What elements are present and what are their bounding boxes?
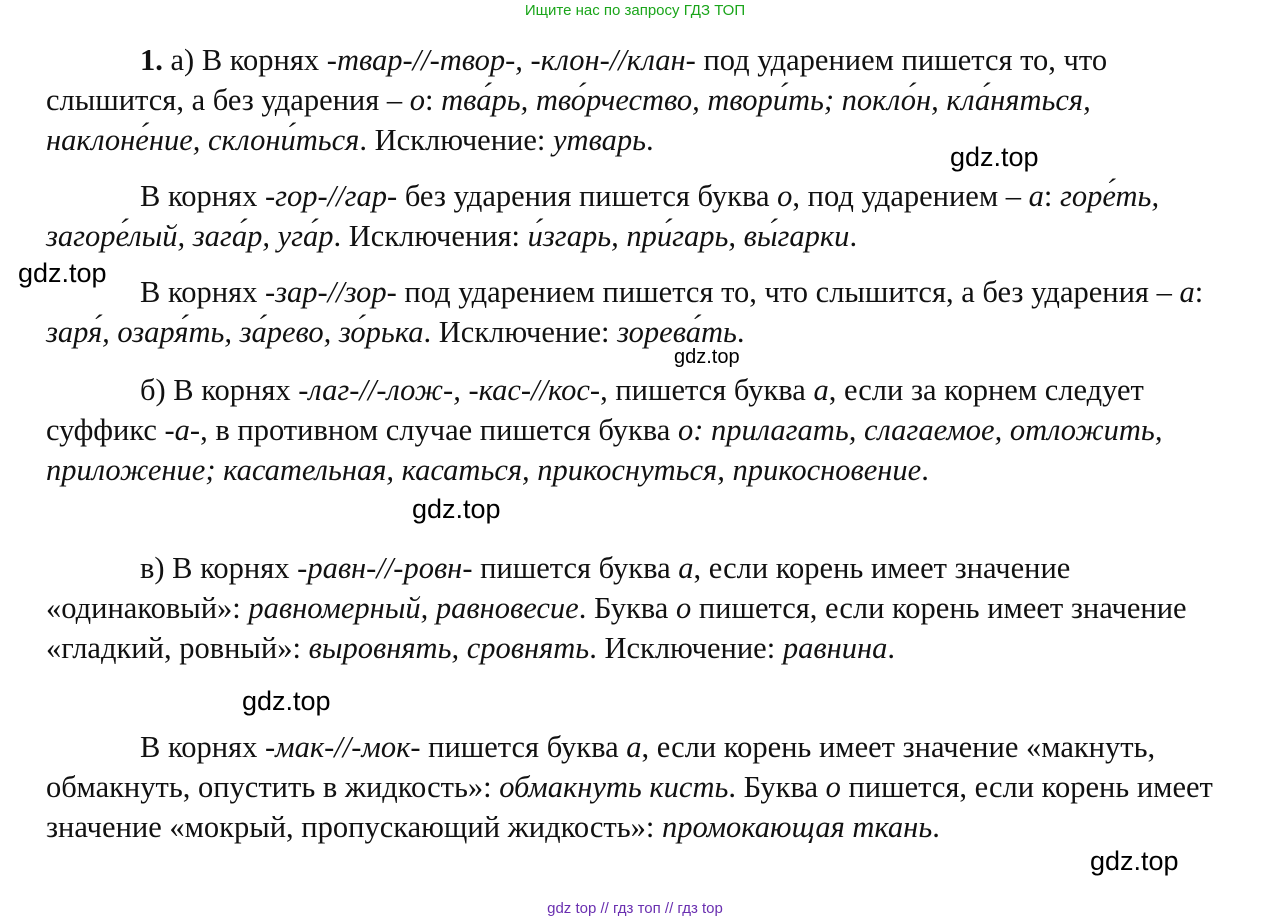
paragraph-gor-gar: В корнях -гор-//гар- без ударения пишется буква о, под ударением – а: горе́ть, загоре́лый, зага́р, уга́р. Исключения: и́згарь, при́гарь, вы́гарки. <box>46 179 1160 253</box>
footer-links[interactable]: gdz top // гдз топ // гдз top <box>547 900 723 917</box>
paragraph-1b: б) В корнях -лаг-//-лож-, -кас-//кос-, пишется буква а, если за корнем следует суффикс -а-, в противном случае пишется буква о: прилагать, слагаемое, отложить, приложение; касательная, касаться, прикоснуться, прикосновение. <box>46 373 1163 487</box>
paragraph-1a: 1. а) В корнях -твар-//-твор-, -клон-//клан- под ударением пишется то, что слышится, а без ударения – о: тва́рь, тво́рчество, твори́ть; покло́н, кла́няться, наклоне́ние, склони́ться. Исключение: утварь. <box>46 43 1108 157</box>
paragraph-mak-mok: В корнях -мак-//-мок- пишется буква а, если корень имеет значение «макнуть, обмакнуть, опустить в жидкость»: обмакнуть кисть. Буква о пишется, если корень имеет значение «мокрый, пропускающий жидкость»: промокающая ткань. <box>46 730 1213 844</box>
watermark: gdz.top <box>18 258 107 288</box>
search-hint-banner[interactable]: Ищите нас по запросу ГДЗ ТОП <box>524 2 746 19</box>
watermark: gdz.top <box>950 142 1039 172</box>
paragraph-zar-zor: В корнях -зар-//зор- под ударением пишется то, что слышится, а без ударения – а: заря́, озаря́ть, за́рево, зо́рька. Исключение: зорева́ть. <box>46 275 1204 349</box>
watermark: gdz.top <box>242 686 331 716</box>
watermark: gdz.top <box>1090 846 1179 876</box>
watermark: gdz.top <box>412 494 501 524</box>
paragraph-1v: в) В корнях -равн-//-ровн- пишется буква а, если корень имеет значение «одинаковый»: равномерный, равновесие. Буква о пишется, если корень имеет значение «гладкий, ровный»: выровнять, сровнять. Исключение: равнина. <box>46 551 1187 665</box>
watermark: gdz.top <box>674 346 740 368</box>
